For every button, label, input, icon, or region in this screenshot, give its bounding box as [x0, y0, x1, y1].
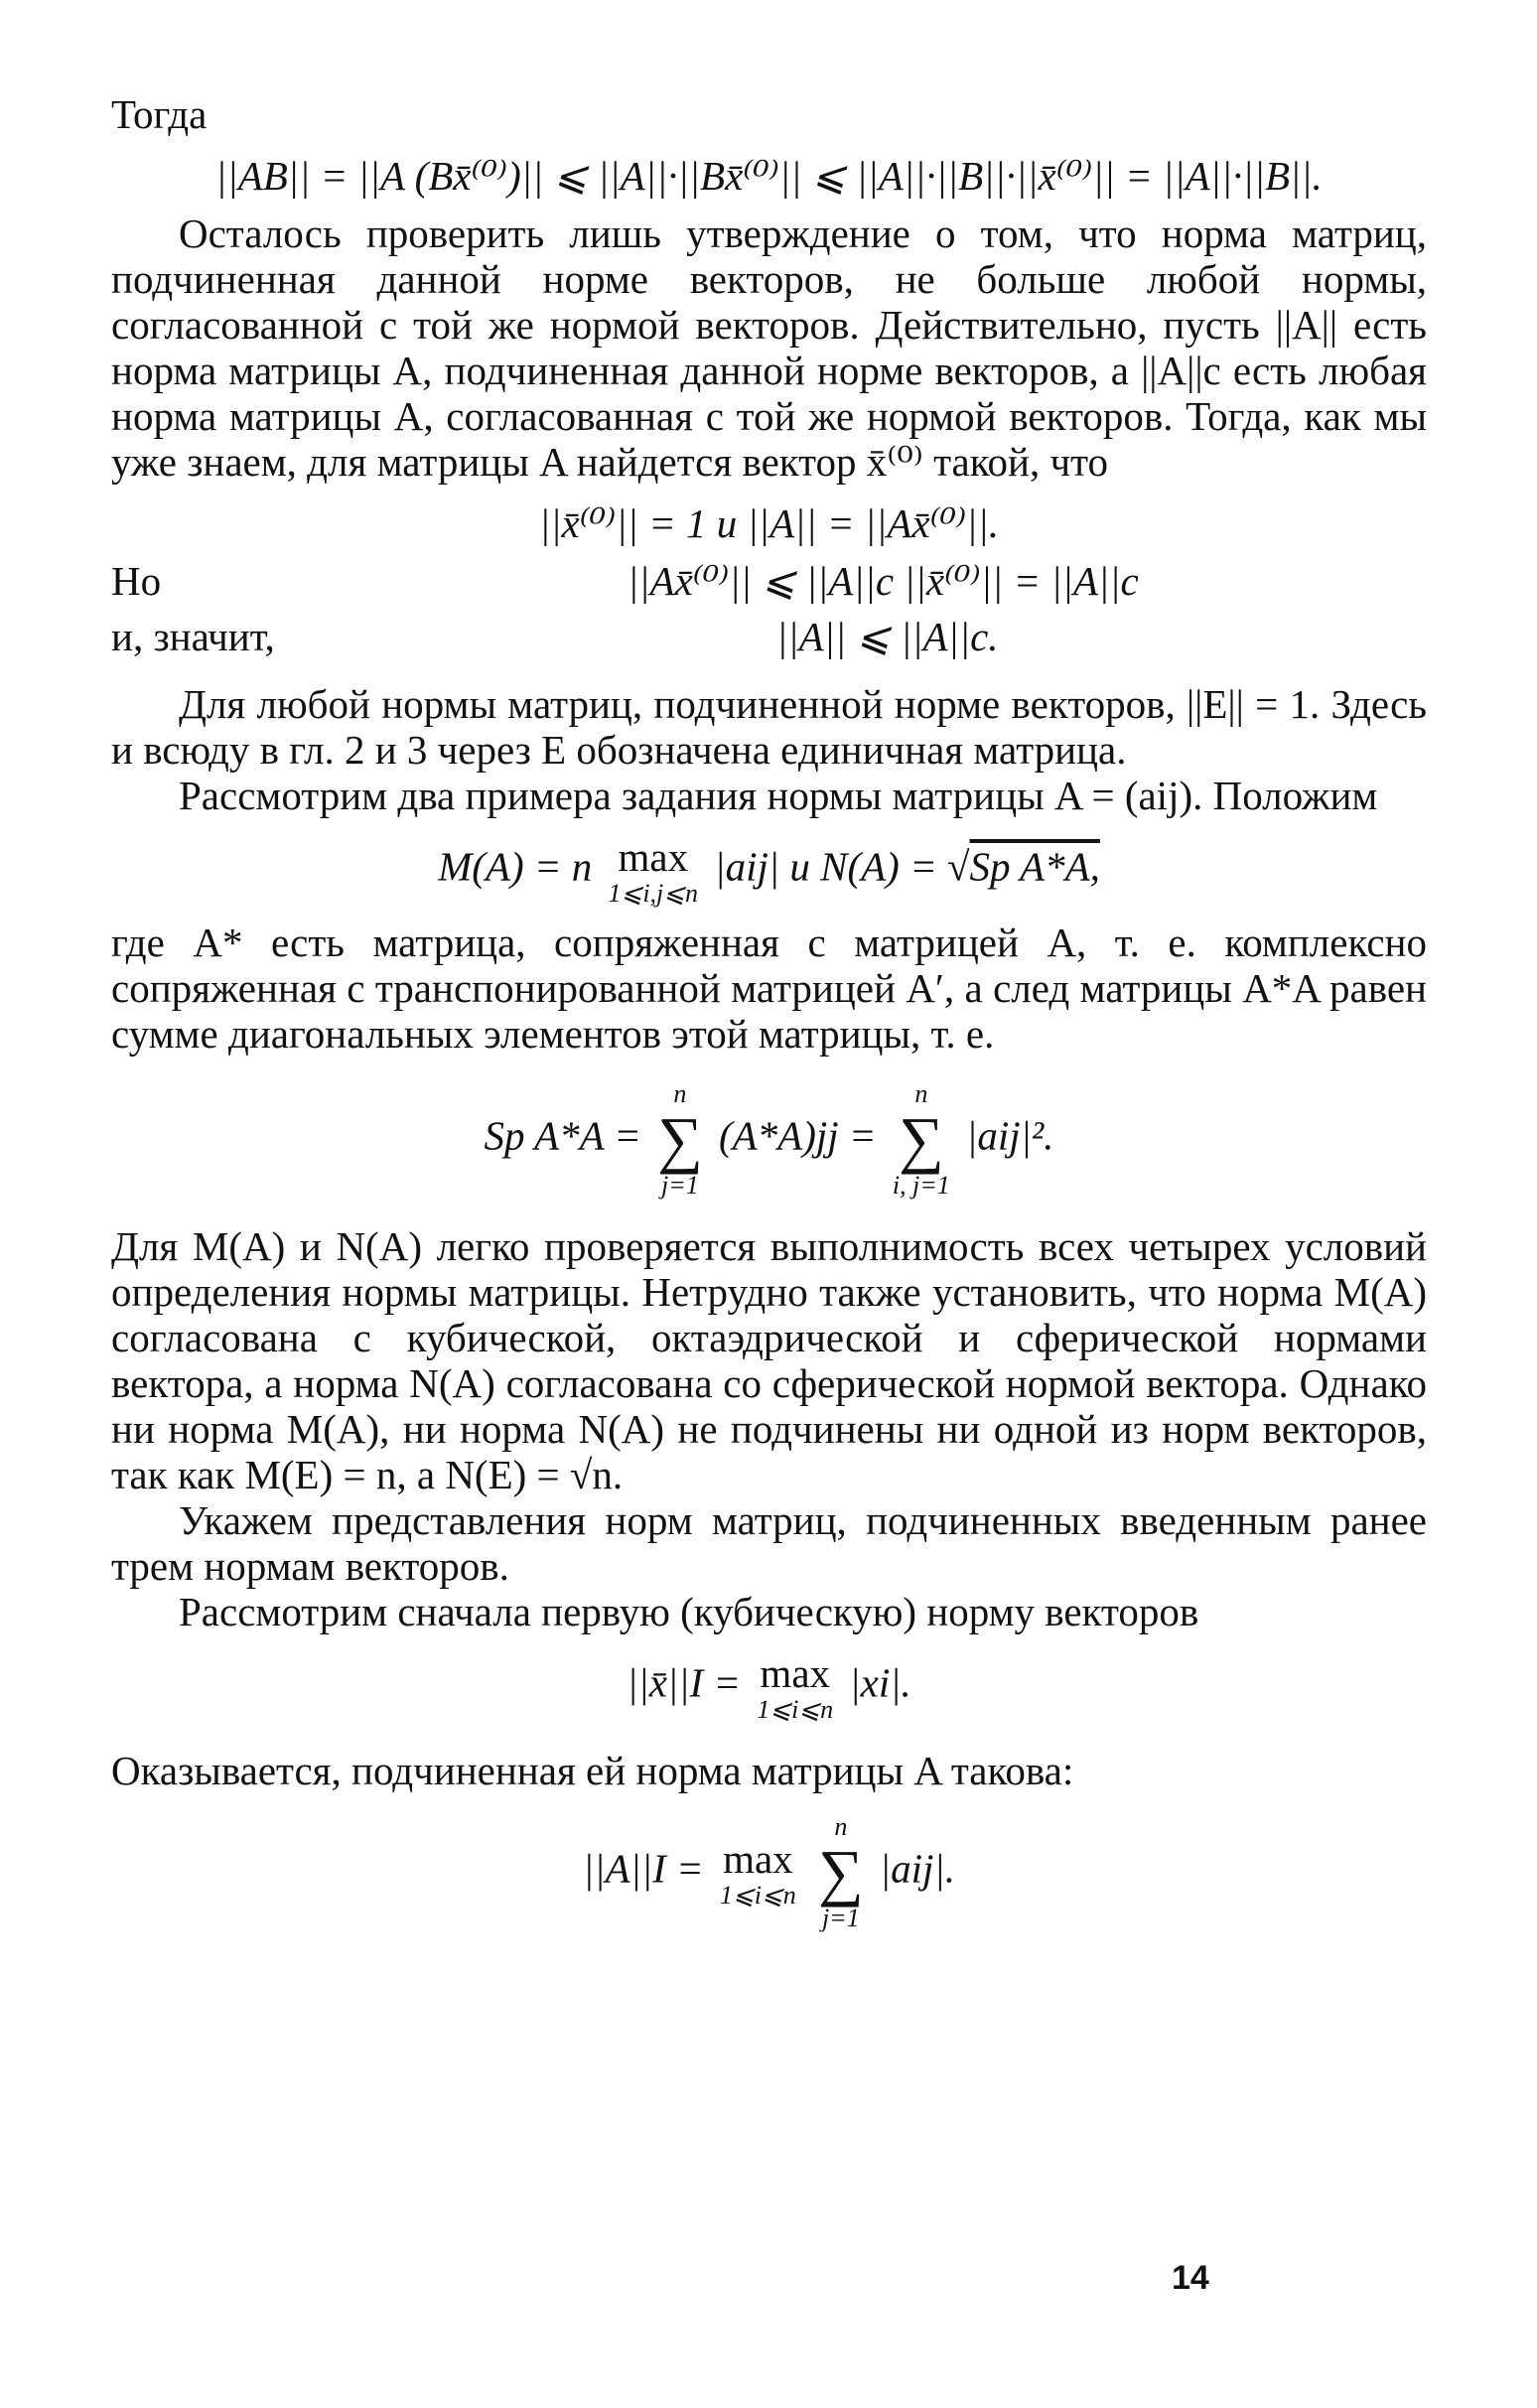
paragraph-cubic-norm: Рассмотрим сначала первую (кубическую) норму векторов	[179, 1589, 1199, 1634]
trace-right: |aij|².	[966, 1112, 1054, 1159]
max-operator-cubic	[757, 1650, 833, 1724]
formula-unit-vector: ||x̄⁽⁰⁾|| = 1 и ||A|| = ||Ax̄⁽⁰⁾||.	[539, 500, 999, 546]
paragraph-remains-to-check: Осталось проверить лишь утверждение о том, что норма матриц, подчиненная данной норме векторов, не больше любой нормы, согласованной с той же нормой векторов. Действительно, пусть ||A|| есть норма матрицы A, подчиненная данной норме векторов, а ||A||c есть любая норма матрицы A, согласованная с той же нормой векторов. Тогда, как мы уже знаем, для матрицы A найдется вектор x̄⁽⁰⁾ такой, что	[111, 211, 1427, 485]
formula-m-left: M(A) = n	[438, 843, 593, 890]
label-but: Но	[111, 558, 162, 604]
paragraph-representations: Укажем представления норм матриц, подчиненных введенным ранее трем нормам векторов.	[111, 1497, 1427, 1589]
sum1-lower: j=1	[661, 1171, 699, 1200]
sigma-symbol-matrix: ∑	[818, 1837, 864, 1908]
formula-consistent-bound: ||Ax̄⁽⁰⁾|| ⩽ ||A||c ||x̄⁽⁰⁾|| = ||A||c	[628, 558, 1139, 604]
page-number: 14	[1172, 2259, 1209, 2297]
sum2-lower: i, j=1	[892, 1171, 950, 1200]
max-subscript-cubic: 1⩽i⩽n	[757, 1695, 834, 1724]
paragraph-m-n-properties: Для M(A) и N(A) легко проверяется выполнимость всех четырех условий определения нормы матрицы. Нетрудно также установить, что норма M(A) согласована с кубической, октаэдрической и сферической нормами вектора, а норма N(A) согласована со сферической нормой вектора. Однако ни норма M(A), ни норма N(A) не подчинены ни одной из норм векторов, так как M(E) = n, а N(E) = √n.	[111, 1223, 1427, 1497]
formula-m-and-n-norms	[111, 834, 1427, 908]
cubic-right: |xi|.	[849, 1659, 911, 1706]
matrix-norm-left: ||A||I =	[583, 1845, 714, 1892]
sigma-symbol-1: ∑	[657, 1104, 703, 1175]
sum2-upper: n	[914, 1079, 928, 1108]
sqrt-symbol: √	[947, 843, 970, 890]
max-word-matrix: max	[723, 1836, 793, 1882]
sqrt-radicand: Sp A*A,	[969, 843, 1100, 890]
max-operator	[609, 834, 699, 908]
sum1-upper: n	[673, 1079, 687, 1108]
paragraph-adjoint-matrix: где A* есть матрица, сопряженная с матрицей A, т. е. комплексно сопряженная с транспонированной матрицей A′, а след матрицы A*A равен сумме диагональных элементов этой матрицы, т. е.	[111, 920, 1427, 1057]
formula-cubic-vector-norm	[111, 1650, 1427, 1724]
paragraph-turns-out: Оказывается, подчиненная ей норма матрицы A такова:	[111, 1748, 1074, 1793]
row-therefore	[111, 614, 1427, 659]
sum-operator-1	[657, 1080, 703, 1200]
sum-upper-matrix: n	[834, 1812, 848, 1841]
sigma-symbol-2: ∑	[899, 1104, 944, 1175]
sum-operator-2	[893, 1080, 950, 1200]
max-word: max	[618, 834, 689, 880]
trace-mid: (A*A)jj =	[718, 1112, 877, 1159]
formula-norm-product: ||AB|| = ||A (Bx̄⁽⁰⁾)|| ⩽ ||A||·||Bx̄⁽⁰⁾|| ⩽ ||A||·||B||·||x̄⁽⁰⁾|| = ||A||·||B||.	[215, 153, 1323, 199]
paragraph-then: Тогда	[111, 91, 208, 137]
sum-operator-matrix	[818, 1813, 864, 1932]
book-page	[111, 91, 1427, 1944]
max-subscript: 1⩽i,j⩽n	[608, 879, 699, 908]
cubic-left: ||x̄||I =	[627, 1659, 752, 1706]
max-word-cubic: max	[760, 1650, 831, 1696]
formula-n-mid: |aij| и N(A) =	[714, 843, 948, 890]
max-operator-matrix	[720, 1836, 796, 1910]
paragraph-identity-norm: Для любой нормы матриц, подчиненной норме векторов, ||E|| = 1. Здесь и всюду в гл. 2 и 3 через E обозначена единичная матрица.	[111, 681, 1427, 773]
sum-lower-matrix: j=1	[821, 1904, 860, 1932]
formula-trace	[111, 1080, 1427, 1200]
formula-conclusion: ||A|| ⩽ ||A||c.	[776, 614, 999, 659]
max-subscript-matrix: 1⩽i⩽n	[719, 1881, 796, 1910]
formula-subordinate-matrix-norm	[111, 1813, 1427, 1932]
row-but	[111, 558, 1427, 604]
paragraph-two-examples: Рассмотрим два примера задания нормы матрицы A = (aij). Положим	[179, 773, 1378, 818]
label-therefore: и, значит,	[111, 614, 275, 659]
trace-left: Sp A*A =	[484, 1112, 641, 1159]
matrix-norm-right: |aij|.	[879, 1845, 955, 1892]
